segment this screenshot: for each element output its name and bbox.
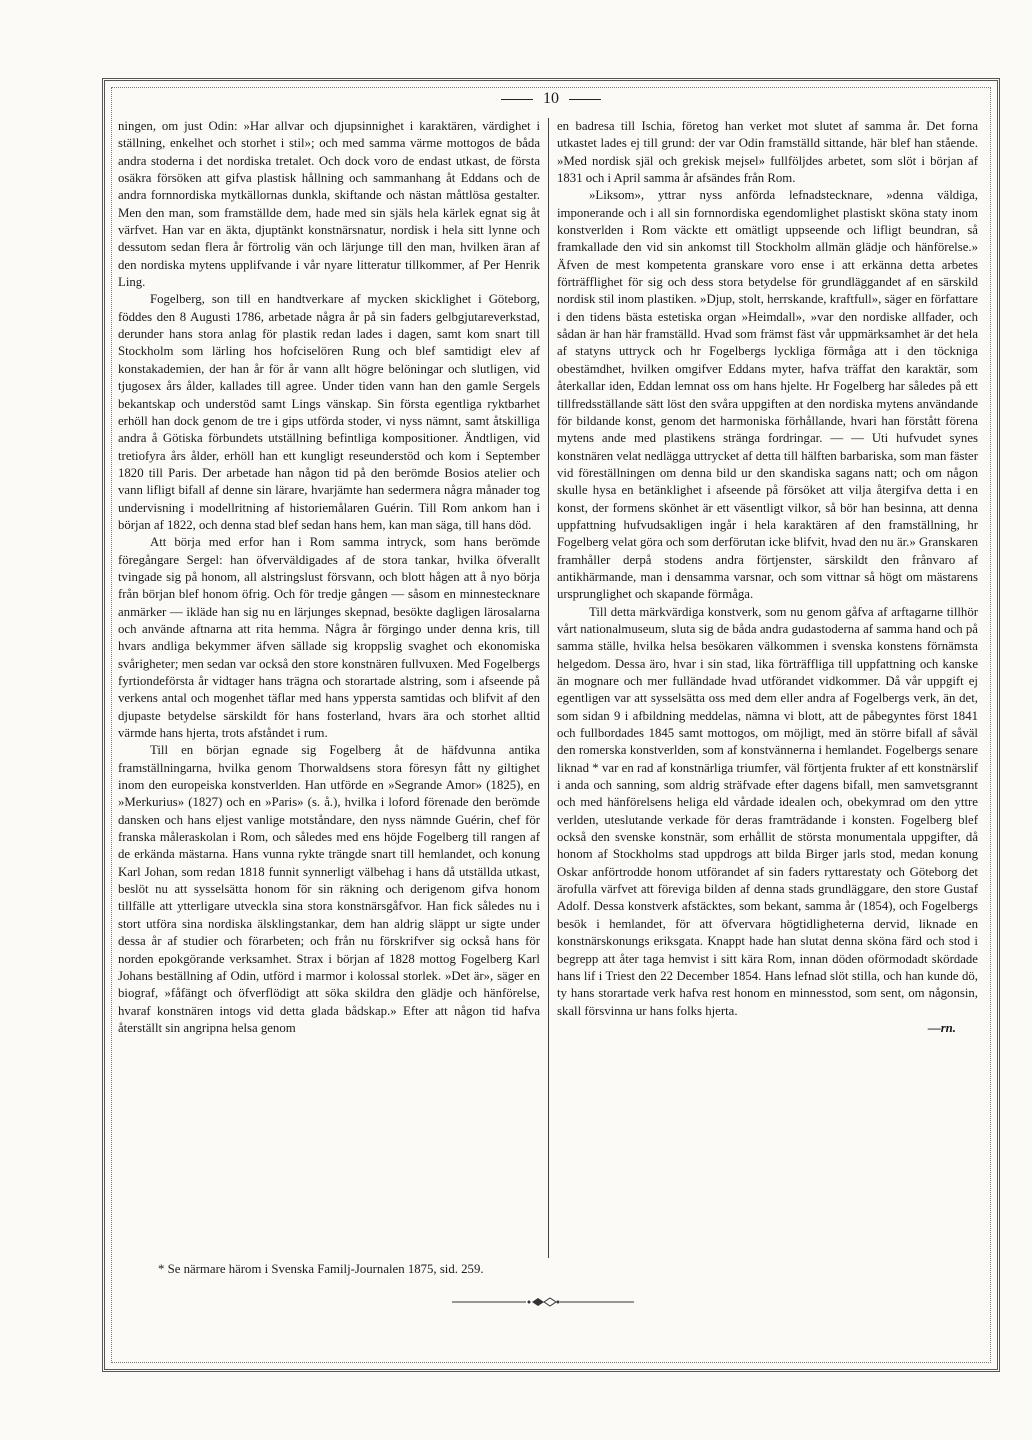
- left-column: [118, 118, 548, 1258]
- page-header: [102, 90, 1000, 108]
- paragraph: Fogelberg, son till en handtverkare af mycken skicklighet i Göteborg, föddes den 8 Augusti 1786, arbetade några år på sin faders gelbgjutareverkstad, derunder hans stora anlag för plastik redan lades i dagen, samt kom snart till Stockholm som lärling hos hofciselören Rung och blef samtidigt elev af konstakademien, der han år för år vann allt högre belöningar och slutligen, vid tjugosex års ålder, kallades till agree. Under tiden vann han den gamle Sergels bekantskap och understöd samt Lings vänskap. Sin första egentliga ryktbarhet erhöll han dock genom de tre i gips utförda stoder, vi nyss nämnt, samt åtskilliga andra å Götiska förbundets utställning befintliga kompositioner. Ändtligen, vid tretiofyra års ålder, erhöll han ett kungligt reseunderstöd och kom i September 1820 till Paris. Der arbetade han någon tid på den berömde Bosios atelier och vann lifligt bifall af denne sin lärare, hvarjämte han sedermera några månader tog undervisning i modellritning af historiemålaren Guérin. Till Rom ankom han i början af 1822, och denna stad blef sedan hans hem, kan man säga, till hans död.: [118, 292, 540, 532]
- paragraph: Till en början egnade sig Fogelberg åt de häfdvunna antika framställningarna, hvilka genom Thorwaldsens stora föresyn fått ny giltighet inom den europeiska konstverlden. Han utförde en »Segrande Amor» (1825), en »Merkurius» (1827) och en »Paris» (s. å.), hvilka i loford förenade den berömde dansken och hans eljest vanlige motståndare, den nyss nämnde Guérin, chef för franska måleraskolan i Rom, och således med ens höjde Fogelberg till rangen af de erkända mästarna. Hans vunna rykte trängde snart till hemlandet, och konung Karl Johan, som redan 1818 funnit synnerligt välbehag i hans då utställda utkast, beslöt nu att sysselsätta honom för sin räkning och derigenom gifva honom tillfälle att ytterligare utveckla sina stora konstnärsgåfvor. Han fick således nu i stort utföra sina nordiska älsklingstankar, dem han aldrig släppt ur sigte under dessa år af studier och förarbeten; och från nu förskrifver sig också hans för norden epokgörande verksamhet. Strax i början af 1828 mottog Fogelberg Karl Johans beställning af Odin, utförd i marmor i kolossal storlek. »Det är», säger en biograf, »fåfängt och öfverflödigt att söka skildra den glädje och hänförelse, hvaraf konstnären intogs vid detta glada bådskap.» Efter att någon tid hafva återställt sin angripna helsa genom: [118, 743, 540, 1035]
- page-number: 10: [543, 90, 559, 107]
- article-columns: [118, 118, 984, 1258]
- paragraph: Till detta märkvärdiga konstverk, som nu genom gåfva af arftagarne tillhör vårt nationalmuseum, sluta sig de båda andra gudastoderna af samma hand och på samma ställe, hvilka helsa besökaren välkommen i svenska konstens förnämsta helgedom. Dessa äro, hvar i sin stad, lika förträffliga till uppfattning och kanske än mognare och mer fulländade hvad utförandet vidkommer. Då vår uppgift ej egentligen var att sysselsätta oss med dem eller andra af Fogelbergs verk, än det, som sidan 9 i afbildning meddelas, nämna vi blott, att de påbegyntes först 1841 och fullbordades 1845 samt mottogos, om möjligt, med än större bifall af såväl den romerska konstverlden, som af konstvännerna i hemlandet. Fogelbergs senare liknad * var en rad af konstnärliga triumfer, väl förtjenta frukter af ett konstnärslif i anda och sanning, som aldrig sträfvade efter dagens bifall, men samvetsgrannt och med hänförelsens heliga eld vårdade idealen och, obekymrad om den yttre verlden, uteslutande verkade för deras framträdande i konsten. Fogelberg blef också den svenske konstnär, som erhållit de största monumentala uppgifter, då honom af Stockholms stad uppdrogs att bilda Birger jarls stod, medan konung Oskar anförtrodde honom utförandet af sin faders ryttarestaty och Göteborg det ärofulla värfvet att föreviga bilden af denna stads grundläggare, den store Gustaf Adolf. Dessa konstverk afstäcktes, som bekant, samma år (1854), och Fogelbergs besök i hemlandet, för att öfvervara högtidligheterna dervid, liknade en konstnärskonungs eriksgata. Knappt hade han slutat denna sköna färd och stod i begrepp att åter taga hemvist i sitt kära Rom, innan döden oförmodadt skördade hans lif i Triest den 22 December 1854. Hans lefnad slöt stilla, och han kunde dö, ty hans storartade verk hafva rest honom en minnesstod, som sent, om någonsin, skall försvinna ur hans folks hjerta.: [557, 604, 978, 1018]
- author-signature: —rn.: [927, 1020, 956, 1035]
- paragraph: »Liksom», yttrar nyss anförda lefnadstecknare, »denna väldiga, imponerande och i all sin fornnordiska egendomlighet plastiskt sköna staty inom konstverlden i Rom väckte ett omätligt uppseende och lifligt beundran, så framkallade den vid sin ankomst till Stockholm allmän glädje och hänförelse.» Äfven de mest kompetenta granskare voro ense i att erkänna detta arbetes förträfflighet för sig och dess stora betydelse för grundläggandet af en särskild nordisk stil inom plastiken. »Djup, stolt, herrskande, kraftfull», säger en författare i den tidens bästa estetiska organ »Heimdall», »var den nordiske allfader, och sådan är han här framställd. Hvad som främst fäst vår uppmärksamhet är det hela af statyns uttryck och hr Fogelbergs lyckliga förmåga att i den töckniga obestämdhet, hvilken omgifver Eddans myter, hafva träffat den karaktär, som återkallar iden, Eddan lemnat oss om hans hjelte. Hr Fogelberg har således på ett tillfredsställande sätt löst den svåra uppgiften at den nordiska mytens användande för bildande konst, genom det harmoniska förhållande, hvari han förstått förena mytens ande med plastikens stränga fordringar. — — Uti hufvudet synes konstnären velat nedlägga uttrycket af detta till hälften barbariska, som man fäster vid föreställningen om denna bild ur den skandiska sagans natt; och om någon skulle hysa en betänklighet i afseende på försöket att vilja återgifva detta i en konst, der formens skönhet är ett väsentligt vilkor, så bör han besinna, att denna uppfattning hufvudsakligen ingår i hela karaktären af den framställning, hr Fogelberg velat göra och som derförutan icke blifvit, hvad den nu är.» Granskaren framhåller derpå stodens andra förtjenster, särskildt den frånvaro af antikhärmande, man i densamma varsnar, och som vittnar så högt om mästarens ursprunglighet och skapande förmåga.: [557, 188, 978, 602]
- header-dash-right: [569, 99, 601, 100]
- ornament-divider: [452, 1296, 634, 1308]
- header-dash-left: [501, 99, 533, 100]
- paragraph: ningen, om just Odin: »Har allvar och djupsinnighet i karaktären, värdighet i ställning, enkelhet och storhet i stil»; och med samma värme mottogos de båda andra stoderna i det nordiska tretalet. Och dock voro de endast utkast, de första osäkra försöken att gifva plastisk hållning och sammanhang åt Eddans och de andra fornnordiska mytkällornas dunkla, skiftande och nästan måttlösa gestalter. Men den man, som framställde dem, hade med sin själs hela kärlek egnat sig åt värfvet. Han var en äkta, djuptänkt konstnärsnatur, nordisk i hela sitt lynne och dessutom sedan flera år förtrolig vän och lärjunge till den man, hvilken äran af den nordiska mytens upplifvande i vår nyare litteratur tillkommer, af Per Henrik Ling.: [118, 119, 540, 290]
- paragraph: Att börja med erfor han i Rom samma intryck, som hans berömde föregångare Sergel: han öfverväldigades af de stora tankar, hvilka öfverallt tvingade sig på honom, all alstringslust försvann, och blott hågen att å nyo börja från början blef honom öfrig. Och för tredje gången — såsom en minnestecknare anmärker — ikläde han sig nu en lärjunges skepnad, besökte dagligen lärosalarna och använde aftnarna att rita hemma. Några år förgingo under denna kris, till hvars andliga bekymmer äfven sällade sig kroppslig svaghet och ekonomiska svårigheter; men sedan var också den store konstnären fullvuxen. Med Fogelbergs fyrtiondeförsta år vidtager hans trägna och storartade alstring, som i afseende på verkens antal och mogenhet täflar med hans yppersta samtidas och blifvit af den djupaste betydelse särskildt för hans fosterland, hvars ära och storhet alltid värmde hans hjerta, trots afståndet i rum.: [118, 535, 540, 741]
- footnote: * Se närmare härom i Svenska Familj-Journalen 1875, sid. 259.: [158, 1262, 484, 1276]
- paragraph: en badresa till Ischia, företog han verket mot slutet af samma år. Det forna utkastet lades ej till grund: der var Odin framställd sittande, här blef han stående. »Med nordisk själ och grekisk mejsel» fullföljdes arbetet, som slöt i början af 1831 och i April samma år afsändes från Rom.: [557, 119, 978, 186]
- right-column: [548, 118, 978, 1258]
